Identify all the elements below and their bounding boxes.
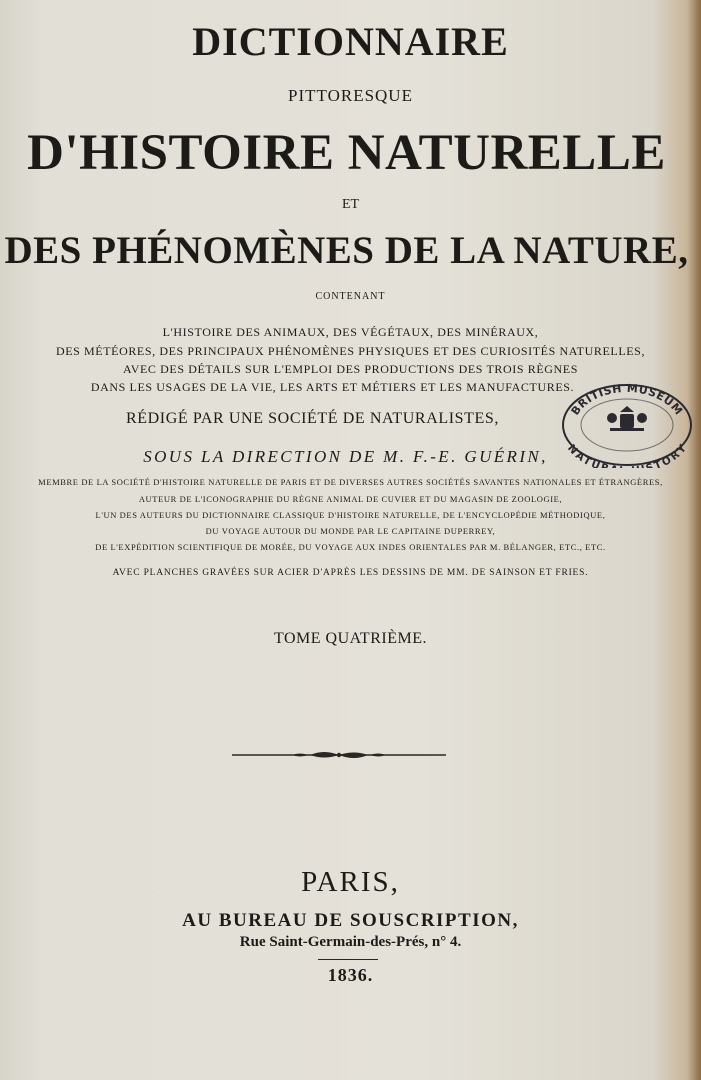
volume-label: TOME QUATRIÈME. <box>274 630 427 647</box>
direction-line: SOUS LA DIRECTION DE M. F.-E. GUÉRIN, <box>143 447 548 466</box>
plates-line: AVEC PLANCHES GRAVÉES SUR ACIER D'APRÈS LES DESSINS DE MM. DE SAINSON ET FRIES. <box>112 568 589 578</box>
credentials-line: DU VOYAGE AUTOUR DU MONDE PAR LE CAPITAINE DUPERREY, <box>205 526 496 536</box>
publisher-name: AU BUREAU DE SOUSCRIPTION, <box>182 910 519 931</box>
description-line: L'HISTOIRE DES ANIMAUX, DES VÉGÉTAUX, DES MINÉRAUX, <box>162 325 539 339</box>
description-line: DES MÉTÉORES, DES PRINCIPAUX PHÉNOMÈNES PHYSIQUES ET DES CURIOSITÉS NATURELLES, <box>55 344 646 358</box>
title-dictionnaire: DICTIONNAIRE <box>192 19 509 64</box>
title-pittoresque: PITTORESQUE <box>288 86 413 105</box>
credentials-line: DE L'EXPÉDITION SCIENTIFIQUE DE MORÉE, DU VOYAGE AUX INDES ORIENTALES PAR M. BÉLANGER, ETC., ETC. <box>95 542 606 552</box>
title-conjunction: ET <box>341 197 360 212</box>
publisher-address: Rue Saint-Germain-des-Prés, n° 4. <box>239 934 462 950</box>
credentials-line: L'UN DES AUTEURS DU DICTIONNAIRE CLASSIQUE D'HISTOIRE NATURELLE, DE L'ENCYCLOPÉDIE MÉTHODIQUE, <box>95 510 606 520</box>
divider <box>318 959 378 960</box>
publication-year: 1836. <box>327 965 374 985</box>
description-line: DANS LES USAGES DE LA VIE, LES ARTS ET MÉTIERS ET LES MANUFACTURES. <box>90 380 575 394</box>
decorative-rule-icon <box>232 749 446 761</box>
publication-city: PARIS, <box>301 866 400 898</box>
title-phenomenes: DES PHÉNOMÈNES DE LA NATURE, <box>4 229 689 272</box>
title-histoire-naturelle: D'HISTOIRE NATURELLE <box>27 125 666 181</box>
crest-icon <box>607 406 647 431</box>
stamp-bottom-text: NATU TORY <box>564 442 690 468</box>
credentials-line: AUTEUR DE L'ICONOGRAPHIE DU RÈGNE ANIMAL DE CUVIER ET DU MAGASIN DE ZOOLOGIE, <box>138 494 563 504</box>
contenant-label: CONTENANT <box>315 291 386 302</box>
stamp-top-text: BRITISH MUSEUM <box>568 382 686 418</box>
credentials-line: MEMBRE DE LA SOCIÉTÉ D'HISTOIRE NATURELLE DE PARIS ET DE DIVERSES AUTRES SOCIÉTÉS SAVANTES NATIONALES ET ÉTRANGÈRES, <box>38 477 663 487</box>
description-line: AVEC DES DÉTAILS SUR L'EMPLOI DES PRODUCTIONS DES TROIS RÈGNES <box>123 362 578 376</box>
redige-line: RÉDIGÉ PAR UNE SOCIÉTÉ DE NATURALISTES, <box>125 410 500 427</box>
british-museum-stamp <box>560 382 694 468</box>
